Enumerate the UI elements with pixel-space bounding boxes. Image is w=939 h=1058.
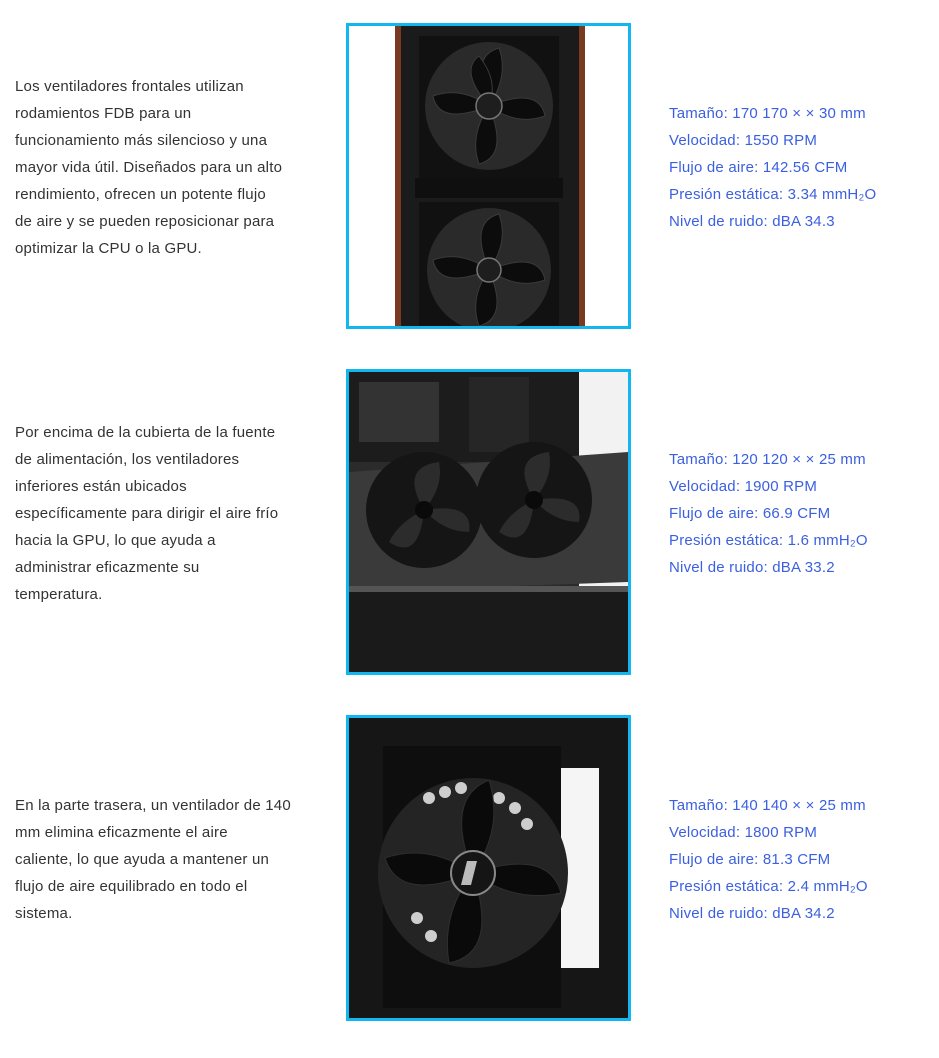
description-line: flujo de aire equilibrado en todo el	[15, 878, 248, 895]
description-line: caliente, lo que ayuda a mantener un	[15, 851, 270, 868]
spec-speed: Velocidad: 1550 RPM	[669, 132, 818, 149]
description-line: sistema.	[15, 905, 73, 922]
spec-speed: Velocidad: 1900 RPM	[669, 478, 818, 495]
description-line: temperatura.	[15, 586, 103, 603]
spec-airflow: Flujo de aire: 81.3 CFM	[669, 851, 831, 868]
spec-list	[669, 446, 929, 581]
spec-size: Tamaño: 140 140 × × 25 mm	[669, 797, 866, 814]
section-description	[15, 792, 315, 927]
description-line: específicamente para dirigir el aire frío	[15, 505, 279, 522]
description-line: En la parte trasera, un ventilador de 140	[15, 797, 291, 814]
section-description	[15, 419, 315, 608]
description-line: Por encima de la cubierta de la fuente	[15, 424, 276, 441]
description-line: rodamientos FDB para un	[15, 105, 192, 122]
spec-noise-level: Nivel de ruido: dBA 34.3	[669, 213, 835, 230]
feature-section-rear-fan	[0, 715, 939, 1021]
spec-airflow: Flujo de aire: 142.56 CFM	[669, 159, 848, 176]
description-line: mayor vida útil. Diseñados para un alto	[15, 159, 283, 176]
description-line: mm elimina eficazmente el aire	[15, 824, 228, 841]
spec-list	[669, 792, 929, 927]
description-line: de alimentación, los ventiladores	[15, 451, 240, 468]
description-line: de aire y se pueden reposicionar para	[15, 213, 275, 230]
feature-section-bottom-fans	[0, 369, 939, 675]
rear-fan-photo	[349, 718, 628, 1018]
section-description	[15, 73, 315, 262]
front-fans-photo	[349, 26, 628, 326]
description-line: optimizar la CPU o la GPU.	[15, 240, 202, 257]
spec-airflow: Flujo de aire: 66.9 CFM	[669, 505, 831, 522]
description-line: Los ventiladores frontales utilizan	[15, 78, 244, 95]
spec-speed: Velocidad: 1800 RPM	[669, 824, 818, 841]
spec-size: Tamaño: 170 170 × × 30 mm	[669, 105, 866, 122]
spec-static-pressure: Presión estática: 1.6 mmH₂O	[669, 532, 868, 549]
spec-noise-level: Nivel de ruido: dBA 34.2	[669, 905, 835, 922]
spec-noise-level: Nivel de ruido: dBA 33.2	[669, 559, 835, 576]
description-line: hacia la GPU, lo que ayuda a	[15, 532, 216, 549]
feature-section-front-fans	[0, 23, 939, 329]
bottom-fans-photo	[349, 372, 628, 672]
spec-static-pressure: Presión estática: 3.34 mmH₂O	[669, 186, 877, 203]
spec-list	[669, 100, 929, 235]
spec-size: Tamaño: 120 120 × × 25 mm	[669, 451, 866, 468]
description-line: administrar eficazmente su	[15, 559, 200, 576]
spec-static-pressure: Presión estática: 2.4 mmH₂O	[669, 878, 868, 895]
description-line: funcionamiento más silencioso y una	[15, 132, 268, 149]
description-line: rendimiento, ofrecen un potente flujo	[15, 186, 266, 203]
front-fans-image	[346, 23, 631, 329]
description-line: inferiores están ubicados	[15, 478, 187, 495]
bottom-fans-image	[346, 369, 631, 675]
rear-fan-image	[346, 715, 631, 1021]
